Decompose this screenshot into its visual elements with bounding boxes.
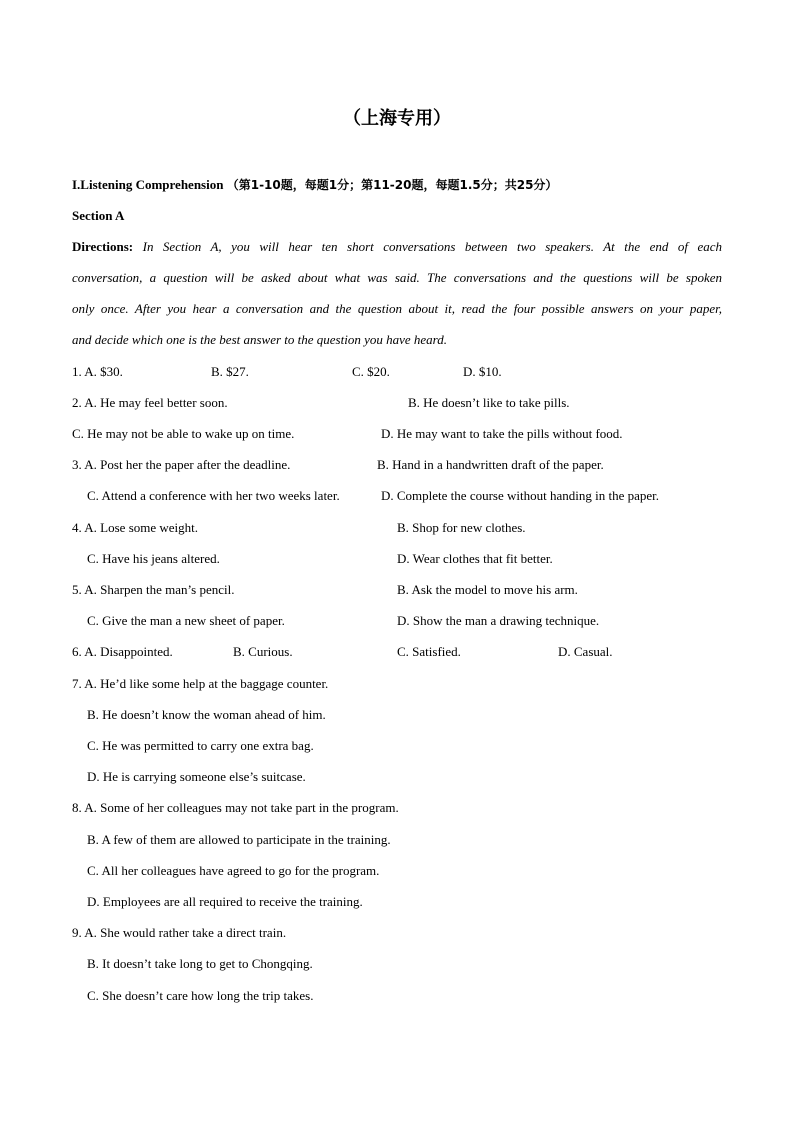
q5-option-b: B. Ask the model to move his arm. [397, 582, 578, 597]
q9-option-b: B. It doesn’t take long to get to Chongqing. [87, 956, 313, 971]
directions-line-3: only once. After you hear a conversation and the question about it, read the four possible answers on your paper, [72, 301, 722, 316]
q6-option-d: D. Casual. [558, 644, 613, 659]
q6-option-c: C. Satisfied. [397, 644, 461, 659]
directions-label: Directions: [72, 239, 134, 254]
q9-option-c: C. She doesn’t care how long the trip takes. [87, 988, 314, 1003]
page-title: （上海专用） [343, 108, 451, 129]
q2-option-a: 2. A. He may feel better soon. [72, 395, 228, 410]
q8-option-c: C. All her colleagues have agreed to go for the program. [87, 863, 380, 878]
q4-option-a: 4. A. Lose some weight. [72, 520, 199, 535]
q1-option-c: C. $20. [352, 364, 390, 379]
q1-option-d: D. $10. [463, 364, 502, 379]
directions-line-4: and decide which one is the best answer to the question you have heard. [72, 332, 448, 347]
q8-option-d: D. Employees are all required to receive the training. [87, 894, 363, 909]
q5-option-c: C. Give the man a new sheet of paper. [87, 613, 285, 628]
q8-option-b: B. A few of them are allowed to participate in the training. [87, 832, 391, 847]
q7-option-c: C. He was permitted to carry one extra bag. [87, 738, 314, 753]
q7-option-a: 7. A. He’d like some help at the baggage counter. [72, 676, 329, 691]
q3-option-d: D. Complete the course without handing in the paper. [381, 488, 659, 503]
q4-option-b: B. Shop for new clothes. [397, 520, 526, 535]
q2-option-d: D. He may want to take the pills without food. [381, 426, 623, 441]
q9-option-a: 9. A. She would rather take a direct train. [72, 925, 287, 940]
section-label: I.Listening Comprehension [72, 177, 224, 192]
q5-option-d: D. Show the man a drawing technique. [397, 613, 600, 628]
section-a-heading: Section A [72, 208, 125, 223]
directions-line-1 [72, 238, 722, 256]
directions-text: In Section A, you will hear ten short conversations between two speakers. At the end of each [142, 239, 722, 254]
directions-line-2: conversation, a question will be asked about what was said. The conversations and the questions will be spoken [72, 270, 722, 285]
q8-option-a: 8. A. Some of her colleagues may not take part in the program. [72, 800, 399, 815]
q2-option-c: C. He may not be able to wake up on time. [72, 426, 295, 441]
q5-option-a: 5. A. Sharpen the man’s pencil. [72, 582, 235, 597]
q1-option-b: B. $27. [211, 364, 249, 379]
q3-option-c: C. Attend a conference with her two weeks later. [87, 488, 340, 503]
q1-option-a: 1. A. $30. [72, 364, 123, 379]
q6-option-b: B. Curious. [233, 644, 293, 659]
q2-option-b: B. He doesn’t like to take pills. [408, 395, 570, 410]
q3-option-a: 3. A. Post her the paper after the deadline. [72, 457, 291, 472]
section-heading [72, 176, 557, 194]
q6-option-a: 6. A. Disappointed. [72, 644, 173, 659]
q4-option-d: D. Wear clothes that fit better. [397, 551, 553, 566]
section-scoring: （第1-10题，每题1分；第11-20题，每题1.5分；共25分） [226, 178, 558, 192]
q7-option-b: B. He doesn’t know the woman ahead of him. [87, 707, 326, 722]
q3-option-b: B. Hand in a handwritten draft of the paper. [377, 457, 604, 472]
q7-option-d: D. He is carrying someone else’s suitcase. [87, 769, 306, 784]
q4-option-c: C. Have his jeans altered. [87, 551, 220, 566]
